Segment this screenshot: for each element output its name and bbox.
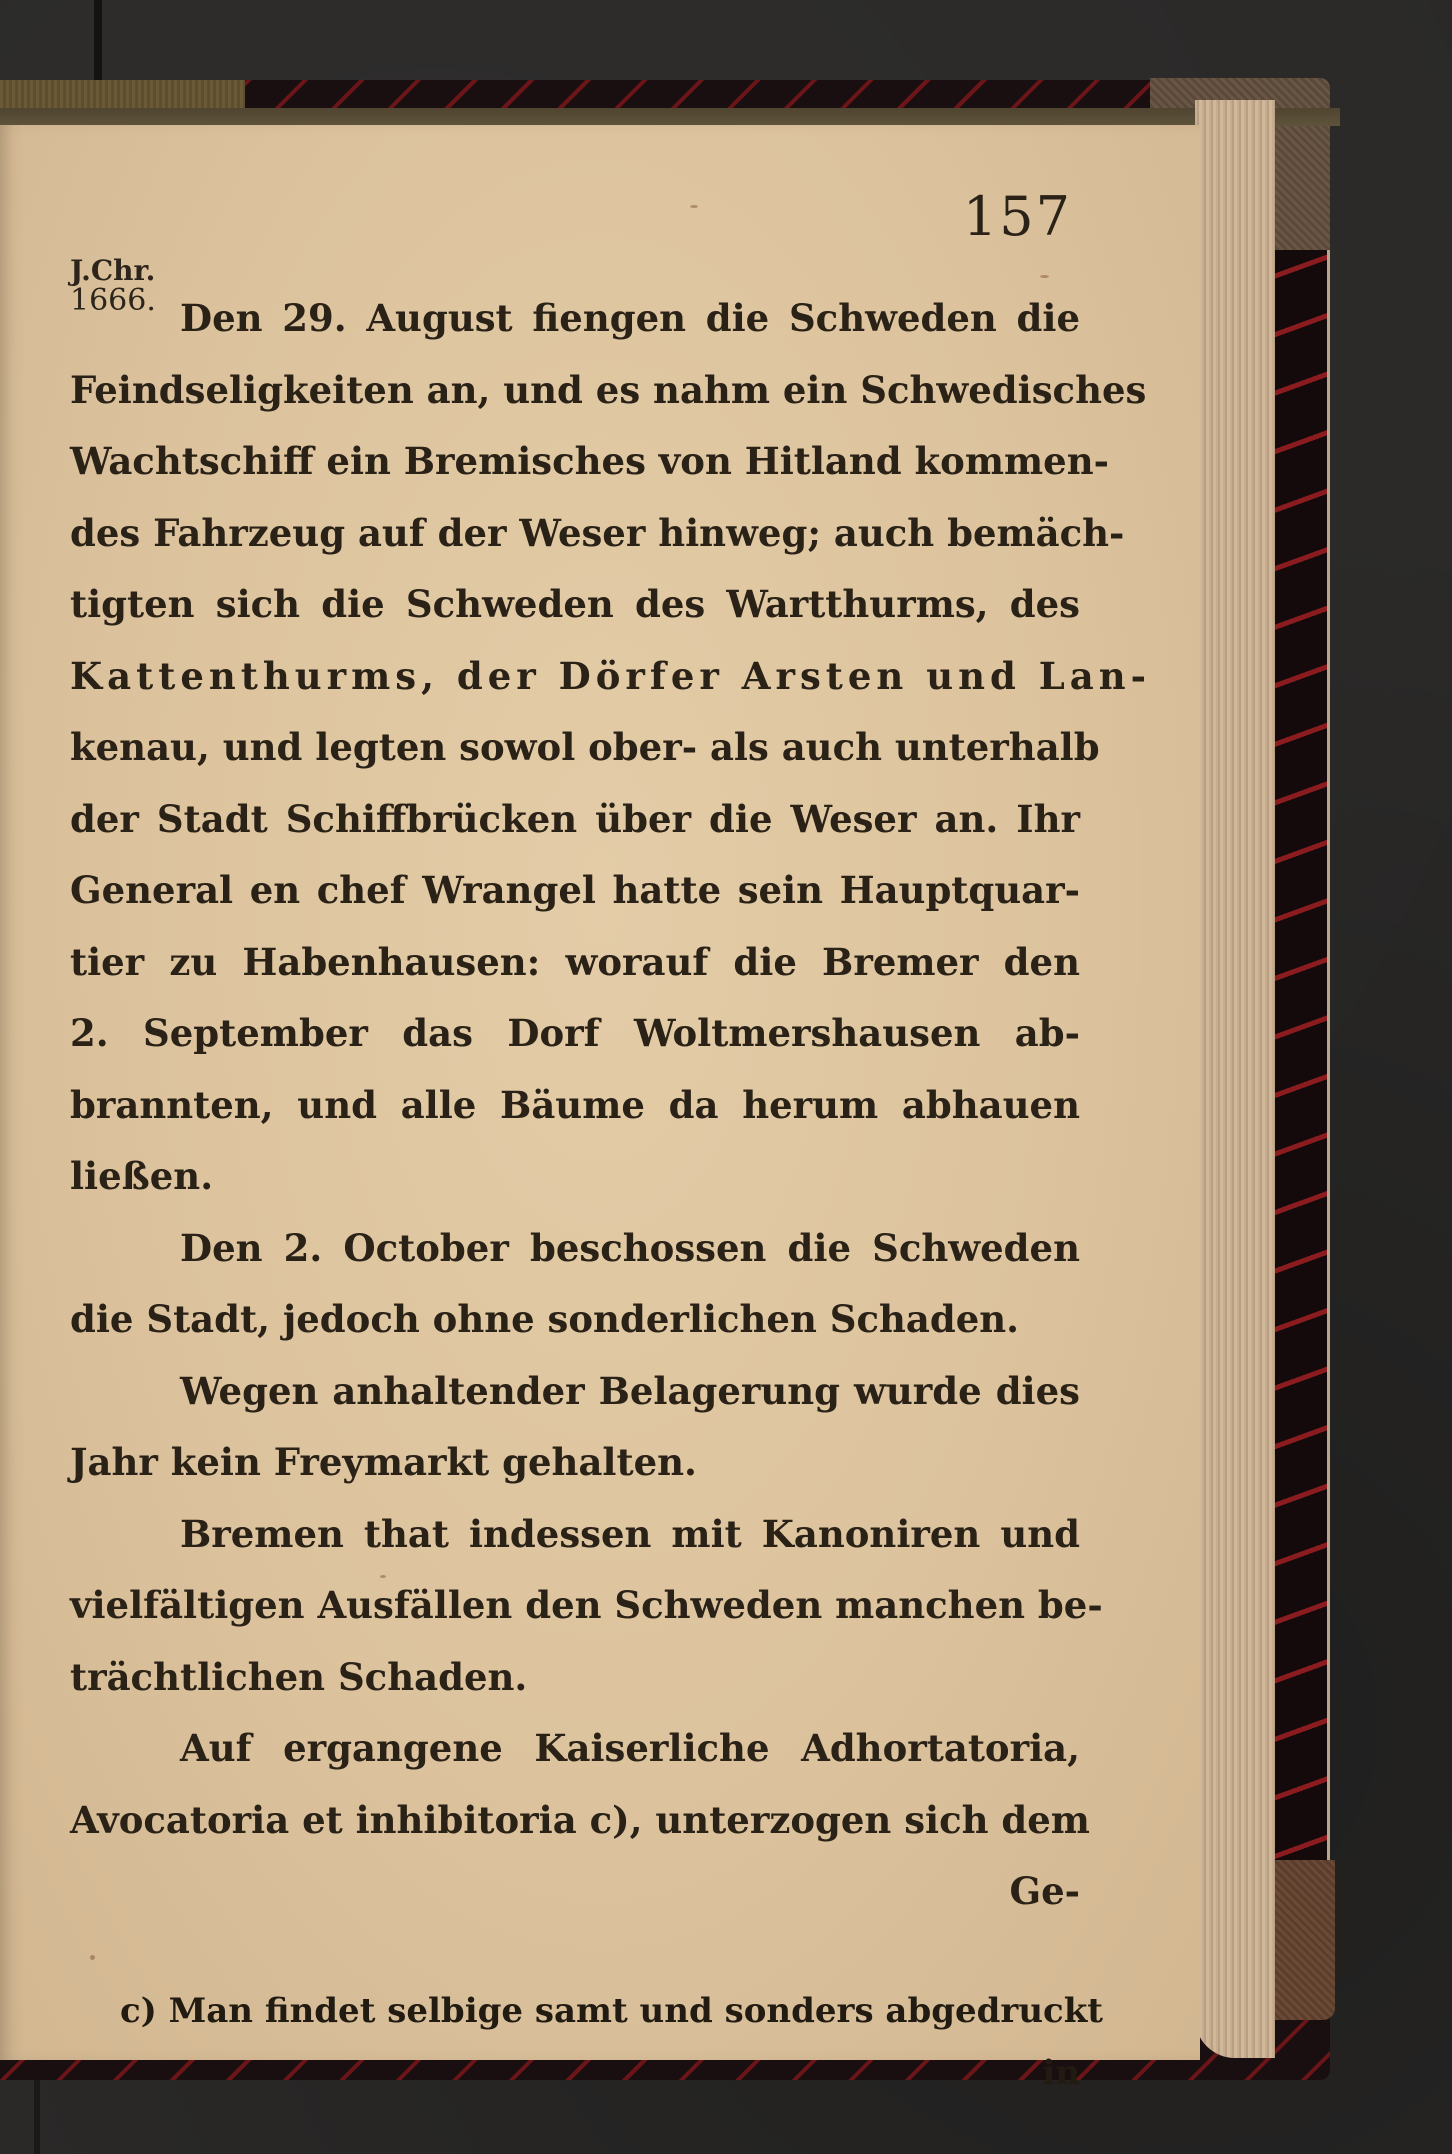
text-line: tier zu Habenhausen: worauf die Bremer den (70, 939, 1080, 984)
text-line: General en chef Wrangel hatte sein Hauptquar- (70, 868, 1080, 912)
text-line: ließen. (70, 1154, 214, 1198)
page-edges (1195, 100, 1275, 2058)
footnote-catchword: in (1042, 2053, 1080, 2093)
cover-marbled-edge (1275, 250, 1330, 1890)
book-page (0, 125, 1200, 2093)
text-line: Auf ergangene Kaiserliche Adhortatoria, (180, 1726, 1080, 1770)
text-line: Den 2. October beschossen die Schweden (180, 1225, 1080, 1270)
text-line: die Stadt, jedoch ohne sonderlichen Schaden. (70, 1297, 1020, 1341)
margin-note-year: 1666. (70, 283, 156, 318)
text-line: trächtlichen Schaden. (70, 1654, 528, 1699)
text-line: Wachtschiff ein Bremisches von Hitland kommen- (70, 439, 1109, 483)
paper-speck (90, 1955, 95, 1960)
cover-cloth-corner-bottom-right (1275, 1860, 1335, 2020)
footnote (120, 1980, 1104, 2104)
page-top-shadow (0, 108, 1340, 126)
text-line: Kattenthurms, der Dörfer Arsten und Lan- (70, 653, 1152, 698)
backdrop-seam (94, 0, 102, 90)
page-number: 157 (962, 185, 1072, 248)
text-line: Jahr kein Freymarkt gehalten. (70, 1440, 697, 1484)
text-line: 2. September das Dorf Woltmershausen ab- (70, 1011, 1080, 1055)
paper-speck (1040, 275, 1049, 278)
text-line: tigten sich die Schweden des Wartthurms, des (70, 582, 1080, 626)
text-line: Bremen that indessen mit Kanoniren und (180, 1511, 1080, 1556)
text-line: Den 29. August fiengen die Schweden die (180, 296, 1080, 340)
text-line: Feindseligkeiten an, und es nahm ein Schwedisches (70, 367, 1147, 412)
catchword: Ge- (1009, 1869, 1080, 1913)
text-line: vielfältigen Ausfällen den Schweden manchen be- (70, 1583, 1103, 1627)
text-line: der Stadt Schiffbrücken über die Weser an. Ihr (70, 796, 1080, 841)
text-line: Avocatoria et inhibitoria c), unterzogen sich dem (70, 1797, 1090, 1842)
text-line: brannten, und alle Bäume da herum abhauen (70, 1082, 1080, 1127)
footnote-text: c) Man findet selbige samt und sonders abgedruckt (120, 1991, 1104, 2031)
text-line: des Fahrzeug auf der Weser hinweg; auch bemäch- (70, 510, 1125, 555)
text-line: kenau, und legten sowol ober- als auch unterhalb (70, 725, 1100, 769)
paper-speck (690, 205, 698, 208)
text-line: Wegen anhaltender Belagerung wurde dies (180, 1368, 1080, 1413)
margin-note-label: J.Chr. (70, 254, 156, 287)
body-text (70, 283, 1152, 1928)
